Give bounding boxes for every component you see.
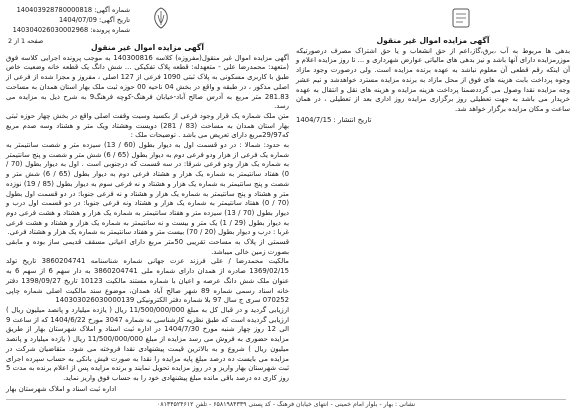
footer-address: نشانی : بهار - بلوار امام خمینی - انتهای خیابان فرهنگ - کد پستی ۶۵۸۱۹۸۴۳۳۹ - تلفن ۰۸۱۳۴۵۲۴۶۱۲ [156,401,416,408]
signature: اداره ثبت اسناد و املاک شهرستان بهار [6,384,117,393]
right-column [296,36,570,125]
auction-paragraph: آگهی مزایده اموال غیر منقول(مفروزه) کلاسه 140300816 به موجب پرونده اجرایی کلاسه فوق (متعهد: محمدرضا علی - متعهدله: قطعه پلاک تفکیکی ... شش دانگ یک قطعه خانه وضعیت خاص طبق با کاربری مسکونی به پلاک ثبتی 1090 فرعی از 127 اصلی ، مفروز و مجزا شده از فرعی از اصلی مذکور ، در طبقه و واقع در بخش 04 ناحیه 00 حوزه ثبت ملک بهار استان همدان به مساحت 281.83 متر مربع به آدرس صالح آباد-خیابان فرهنگ-کوچه فرهنگ9 به شرح ذیل به مزایده می رسد. [6,53,289,111]
case-number: شماره پرونده: 140304026030002968 [12,26,130,34]
registry-emblem-icon [450,6,472,30]
right-column-title: آگهی مزایده اموال غیر منقول [376,36,490,45]
property-paragraph: متن ملک شماره یک قرار وجود فرعی از بکسید وسیت وقفت اصلی واقع در بخش چهار حوزه ثبتی بهار استان همدان به مساحت (83 / 281) دویست وهشتاد ویک متر و هشتاد وسه صدم مربع که29/97مربع دارای تعریض می باشد . توضیحات ملک : [6,111,290,140]
structure-paragraph: قسمتی از پلاک به مساحت تقریبی 50متر مربع دارای اعیانی مسقف قدیمی ساز بوده و مابقی بصورت زمین خالی میباشد. [6,238,289,256]
ad-number: شماره آگهی: 140403928780000818 [16,6,130,14]
ad-date: تاریخ آگهی: 1404/07/09 [58,16,130,24]
state-emblem-icon [150,6,172,30]
left-column [6,43,289,394]
page-count: صفحه 1 از 2 [8,37,44,45]
left-column-title: آگهی مزایده اموال غیر منقول [91,43,204,52]
right-column-body: بدهی ها مربوط به آب ،برق،گاز،اعم از حق انشعاب و یا حق اشتراک مصرف درصورتیکه موزرمزایده دارای آنها باشد و نیز بدهی های مالیاتی عوارض شهرداری و ... تا روز مزایده اعلام و آن اینکه رقم قطعی آن معلوم نباشد به عهده برنده مزایده است. ولی درصورت وجود مازاد وجوه پرداخت بابت هزینه های فوق از محل مازاد به برنده مزایده مسترد خواهدشد و نیم عشر وجه مزایده نقدا وصول می گرددضمنا پرداخت هزینه مزایده و هزینه های نقل و انتقال به عهده خریدار می باشد به جهت تعطیلی روز برگزاری مزایده روز اداری بعد از تعطیلی ، در همان ساعت و مکان مزایده برگزار خواهد شد. [296,46,570,113]
header-block [8,5,130,35]
footer-divider [6,399,566,400]
boundaries-paragraph: به حدود: شمالا : در دو قسمت اول به دیوار بطول (60 / 13) سیزده متر و شصت سانتیمتر به شماره یک فرعی از هزار ودو فرعی دوم به دیوار بطول (65 / 6) شش متر و شصت و پنج سانتیمتر به شماره یک هزار ودو فرعی شرقا: در سه قسمت که درجنوبی است . اول به دیوار بطول (70 / 0) هفتاد سانتیمتر به شماره یک هزار و هشتاد فرعی دوم به دیوار بطول (65 / 6) شش متر و شصت و پنج سانتیمتر به شماره یک هزار و هشتاد و نه فرعی سوم به دیوار بطول (85 / 19) نوزده متر و هشتاد و پنج سانتیمتر به شماره یک هزار و هشتاد و نه فرعی جنوبا: در دو قسمت اول بطول (70 / 0) هفتاد سانتیمتر به شماره یک هزار و هشتاد ونه فرعی جنوبا: در دو قسمت اول درب و دیوار بطول (70 / 13) سیزده متر و هفتاد سانتیمتر به شماره یک هزار و هشتاد و هشت فرعی دوم به دیوار بطول (29 / 1) یک متر و بیست و نه سانتیمتر به شماره یک هزار و هشتاد و هشت فرعی غربا : درب و دیوار بطول (20 / 70) بیست متر و هفتاد سانتیمتر به شماره یک هزار و هشتاد فرعی. [6,141,290,237]
valuation-paragraph: ارزیابی گردید و در قبال کل به مبلغ 11/500/000/000 ریال ( یازده میلیارد و پانصد میلیون ریال ) ارزیابی گردیده است که طبق نظریه کارشناسی به شماره 3047 مورخ 1404/6/22 که از ساعت 9 الی 12 روز چهار شنبه مورخ 1404/7/30 در اداره ثبت اسناد و املاک شهرستان بهار از طریق مزایده حضوری به فروش می رسد مزایده از مبلغ 11/500/000/000 ریال ( یازده میلیارد و پانصد میلیون ریال ) شروع و به بالاترین قیمت پیشنهادی نقدا فروخته می شود. متقاضیان شرکت در مزایده می بایست ده درصد مبلغ پایه مزایده را نقدا به صورت فیش بانکی به حساب سپرده اجرای ثبت شهرستان بهار واریز و در روز مزایده تحویل نمایند و برنده مزایده پس از اعلام برنده به مدت 5 روز کاری ده درصد باقی مانده مبلغ پیشنهادی خود را به حساب فوق واریز نماید. [6,305,289,382]
ownership-paragraph: مالکیت محمدرضا / علی فرزند عزت جهانی شماره شناسنامه 3860204741 تاریخ تولد 1369/02/15 صادره از همدان دارای شماره ملی 3860204741 به دار سهم 6 از سهم 6 به عنوان ملک شش دانگ عرصه و اعیان با شماره مستند مالکیت 10123 تاریخ 1398/09/27 دفتر خانه اسناد رسمی شماره 89 شهر صالح آباد همدان، موضوع سند مالکیت اصلی شماره چاپی 070252 سری ج سال 97 بلا شماره دفتر الکترونیکی 140303026030000139 [6,257,290,305]
publish-date: تاریخ انتشار : 1404/7/15 [296,115,372,124]
